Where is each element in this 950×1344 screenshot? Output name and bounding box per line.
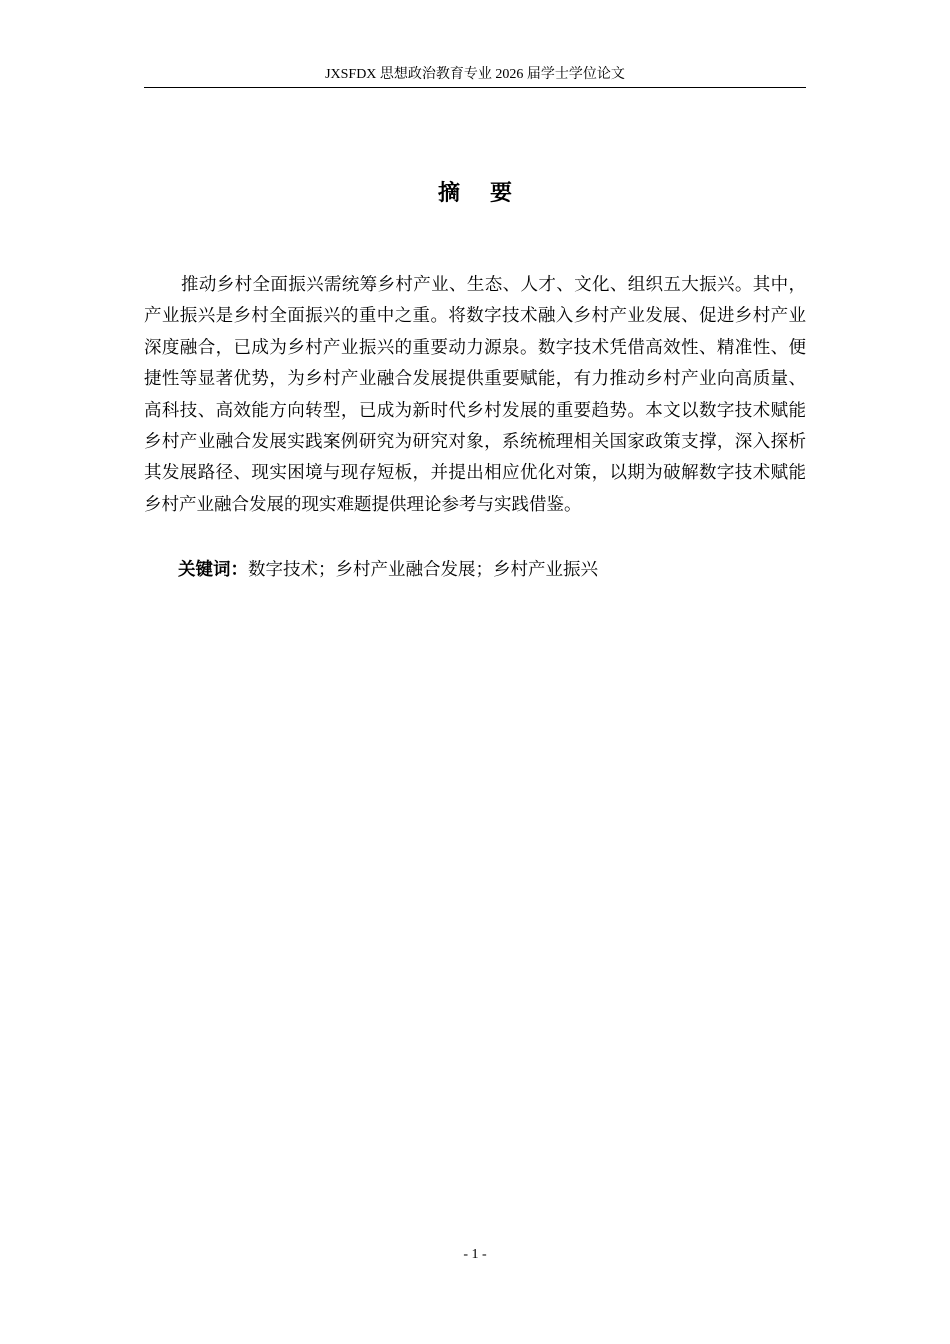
abstract-paragraph: 推动乡村全面振兴需统筹乡村产业、生态、人才、文化、组织五大振兴。其中，产业振兴是乡村全面振兴的重中之重。将数字技术融入乡村产业发展、促进乡村产业深度融合，已成为乡村产业振兴的重要动力源泉。数字技术凭借高效性、精准性、便捷性等显著优势，为乡村产业融合发展提供重要赋能，有力推动乡村产业向高质量、高科技、高效能方向转型，已成为新时代乡村发展的重要趋势。本文以数字技术赋能乡村产业融合发展实践案例研究为研究对象，系统梳理相关国家政策支撑，深入探析其发展路径、现实困境与现存短板，并提出相应优化对策，以期为破解数字技术赋能乡村产业融合发展的现实难题提供理论参考与实践借鉴。 bbox=[144, 275, 806, 515]
keywords-label: 关键词： bbox=[178, 560, 248, 580]
page-number: - 1 - bbox=[463, 1247, 487, 1262]
running-header bbox=[144, 66, 806, 88]
page-title bbox=[0, 178, 950, 210]
keywords-line bbox=[144, 555, 806, 586]
keywords-list: 数字技术；乡村产业融合发展；乡村产业振兴 bbox=[248, 560, 598, 580]
running-header-text: JXSFDX 思想政治教育专业 2026 届学士学位论文 bbox=[325, 67, 625, 82]
page-title-char-2: 要 bbox=[490, 181, 513, 206]
page-title-char-1: 摘 bbox=[437, 181, 460, 206]
